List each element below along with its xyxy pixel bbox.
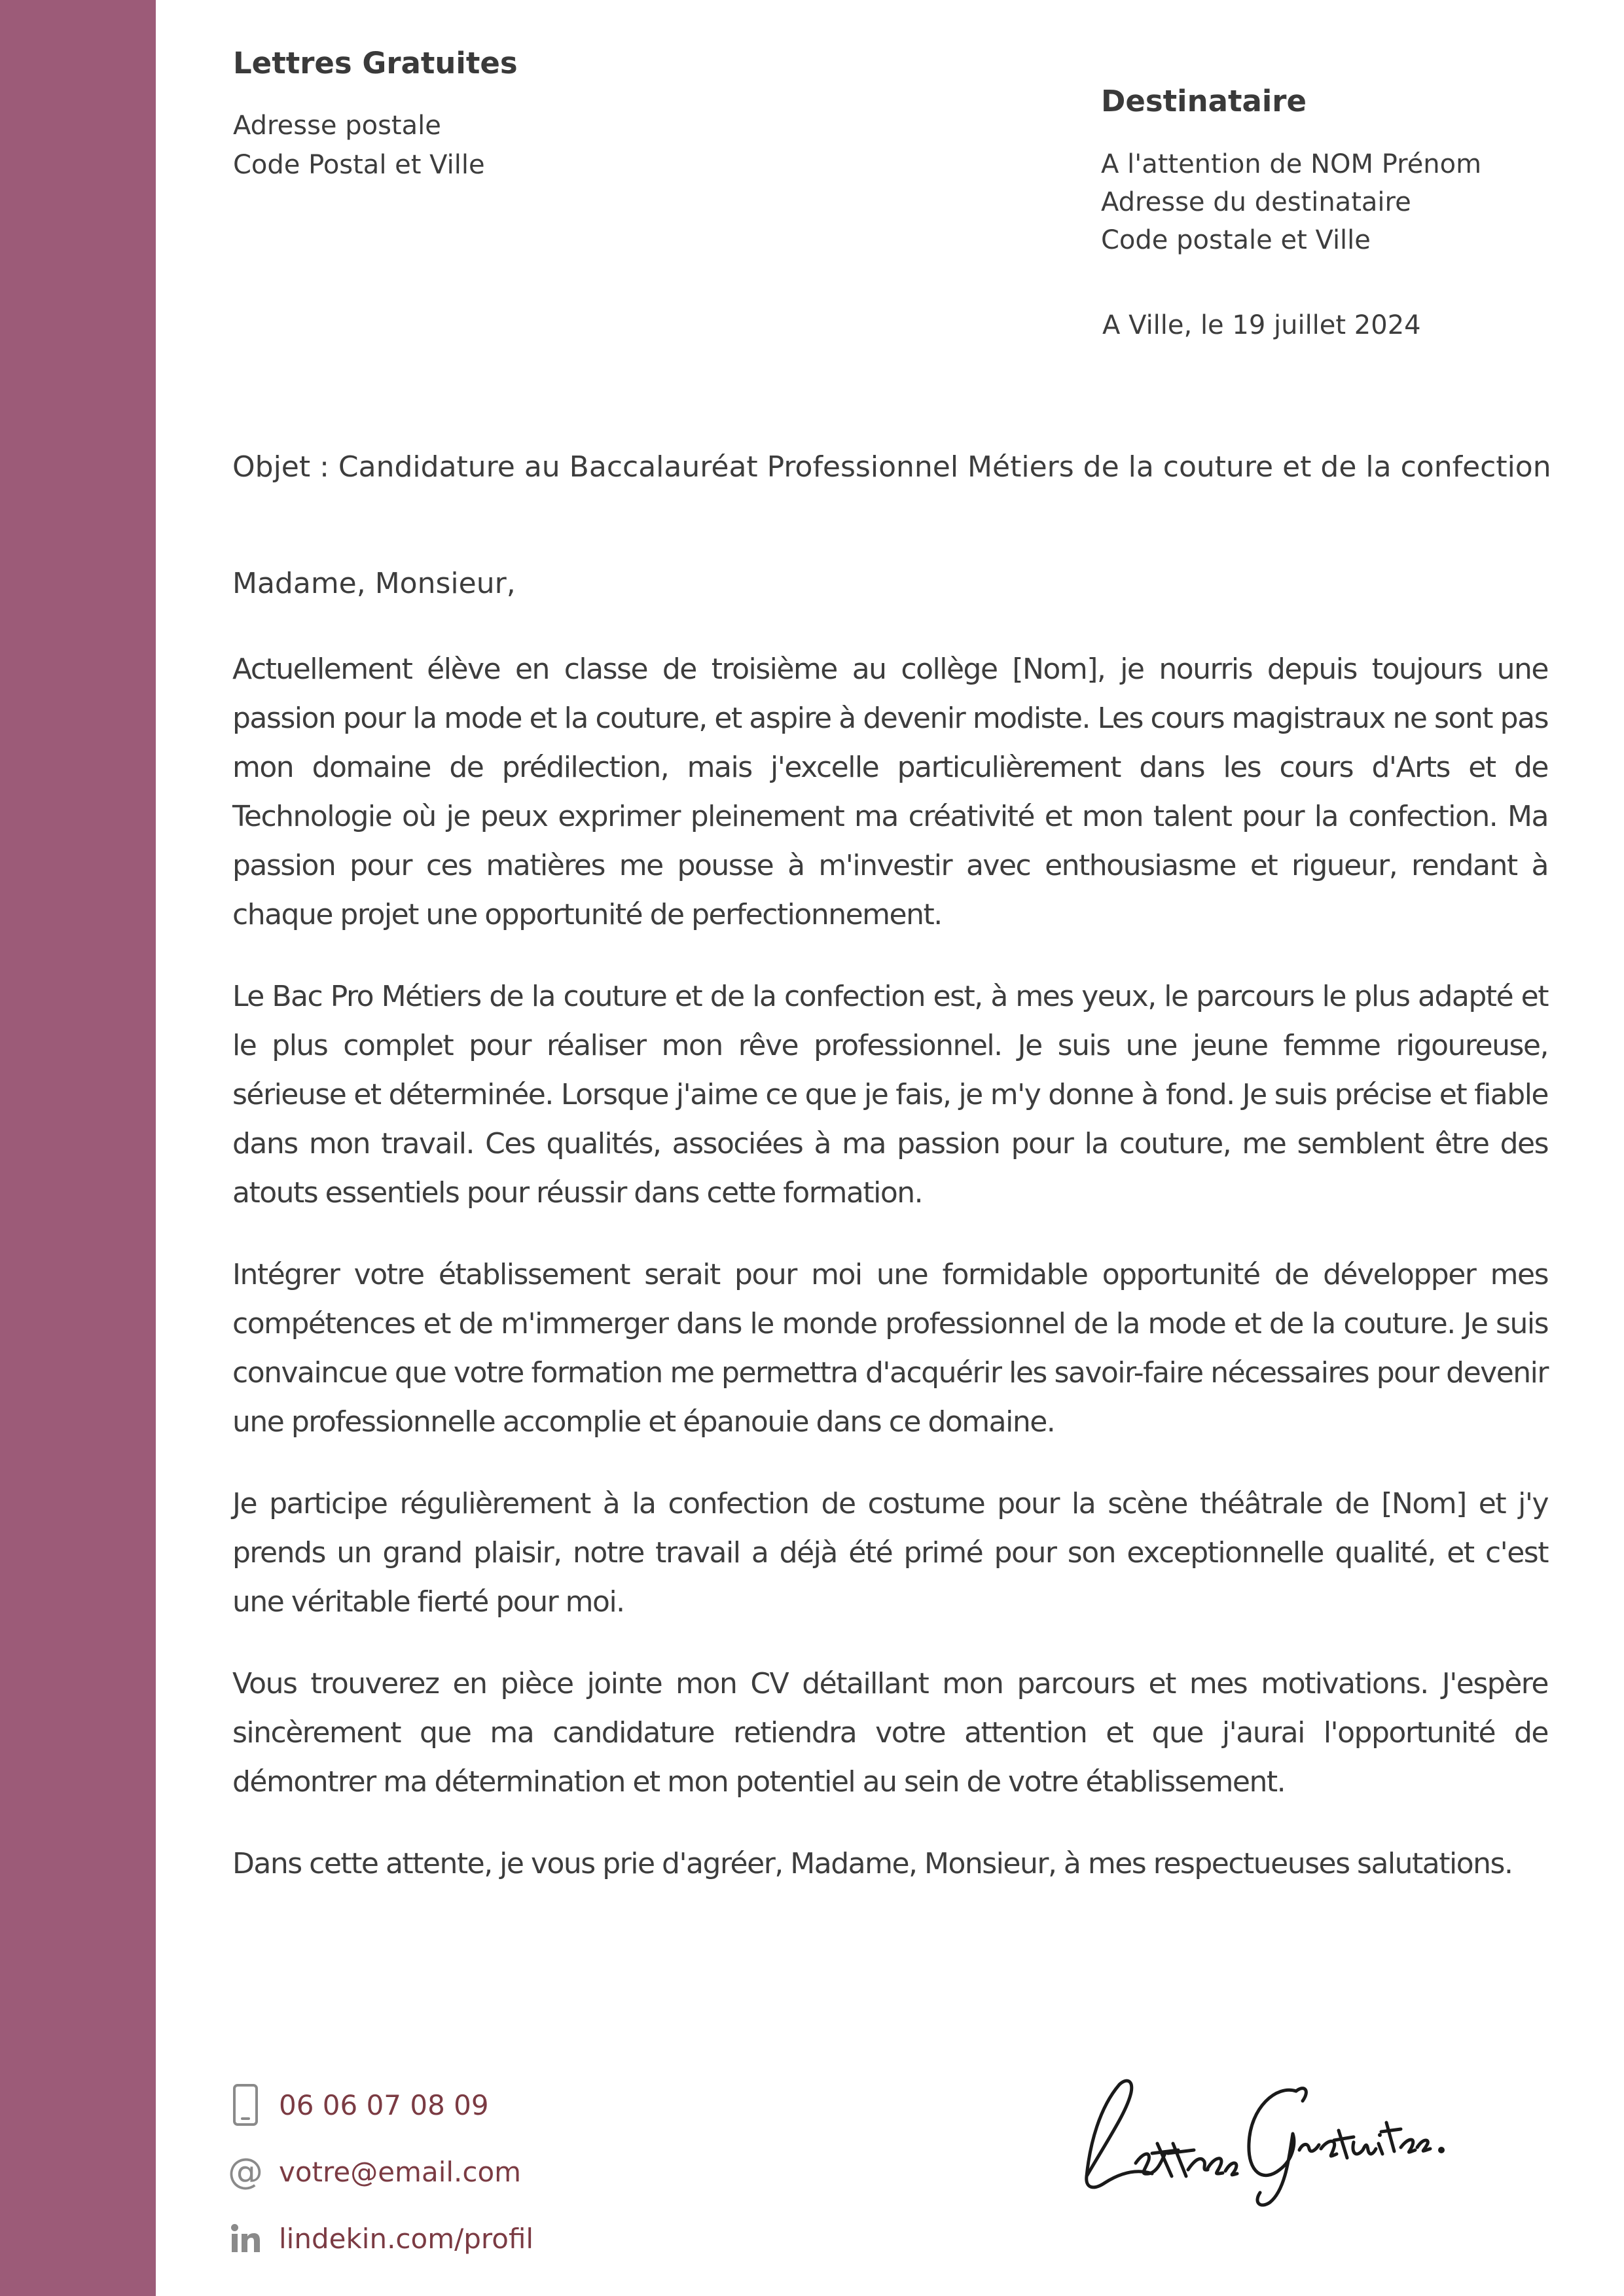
at-sign-icon: @ (228, 2151, 263, 2192)
letter-body (232, 645, 1548, 1921)
letter-date: A Ville, le 19 juillet 2024 (1102, 310, 1421, 340)
letter-salutation: Madame, Monsieur, (232, 567, 516, 600)
linkedin-url[interactable]: lindekin.com/profil (279, 2222, 534, 2255)
body-paragraph: Vous trouverez en pièce jointe mon CV détaillant mon parcours et mes motivations. J'espère sincèrement que ma candidature retiendra votre attention et que j'aurai l'opportunité de démontrer ma détermination et mon potentiel au sein de votre établissement. (232, 1667, 1548, 1799)
handwritten-signature (1074, 2045, 1466, 2209)
sender-name: Lettres Gratuites (233, 46, 518, 81)
body-paragraph: Actuellement élève en classe de troisième au collège [Nom], je nourris depuis toujours une passion pour la mode et la couture, et aspire à devenir modiste. Les cours magistraux ne sont pas mon domaine de prédilection, mais j'excelle particulièrement dans les cours d'Arts et de Technologie où je peux exprimer pleinement ma créativité et mon talent pour la confection. Ma passion pour ces matières me pousse à m'investir avec enthousiasme et rigueur, rendant à chaque projet une opportunité de perfectionnement. (232, 653, 1548, 931)
body-paragraph: Je participe régulièrement à la confection de costume pour la scène théâtrale de [Nom] et j'y prends un grand plaisir, notre travail a déjà été primé pour son exceptionnelle qualité, et c'est une véritable fierté pour moi. (232, 1487, 1548, 1619)
linkedin-icon (229, 2217, 262, 2259)
recipient-line: Code postale et Ville (1101, 225, 1371, 255)
sender-address-line: Code Postal et Ville (233, 150, 485, 180)
body-paragraph: Intégrer votre établissement serait pour moi une formidable opportunité de développer mes compétences et de m'immerger dans le monde professionnel de la mode et de la couture. Je suis convaincue que votre formation me permettra d'acquérir les savoir-faire nécessaires pour devenir une professionnelle accomplie et épanouie dans ce domaine. (232, 1258, 1548, 1439)
recipient-title: Destinataire (1101, 84, 1307, 118)
body-paragraph: Le Bac Pro Métiers de la couture et de la confection est, à mes yeux, le parcours le plus adapté et le plus complet pour réaliser mon rêve professionnel. Je suis une jeune femme rigoureuse, sérieuse et déterminée. Lorsque j'aime ce que je fais, je m'y donne à fond. Je suis précise et fiable dans mon travail. Ces qualités, associées à ma passion pour la couture, me semblent être des atouts essentiels pour réussir dans cette formation. (232, 980, 1548, 1210)
sender-address (233, 106, 485, 185)
contact-linkedin (229, 2217, 533, 2259)
sidebar-accent-bar (0, 0, 156, 2296)
contact-phone (229, 2084, 489, 2126)
email-address[interactable]: votre@email.com (279, 2155, 522, 2188)
sender-address-line: Adresse postale (233, 111, 441, 141)
recipient-address (1101, 145, 1481, 259)
contact-email (229, 2151, 521, 2193)
recipient-line: Adresse du destinataire (1101, 187, 1411, 217)
recipient-line: A l'attention de NOM Prénom (1101, 149, 1482, 179)
phone-icon (229, 2084, 262, 2126)
letter-subject: Objet : Candidature au Baccalauréat Professionnel Métiers de la couture et de la confection (232, 450, 1551, 484)
phone-number[interactable]: 06 06 07 08 09 (279, 2089, 489, 2121)
body-paragraph: Dans cette attente, je vous prie d'agréer, Madame, Monsieur, à mes respectueuses salutations. (232, 1847, 1513, 1880)
